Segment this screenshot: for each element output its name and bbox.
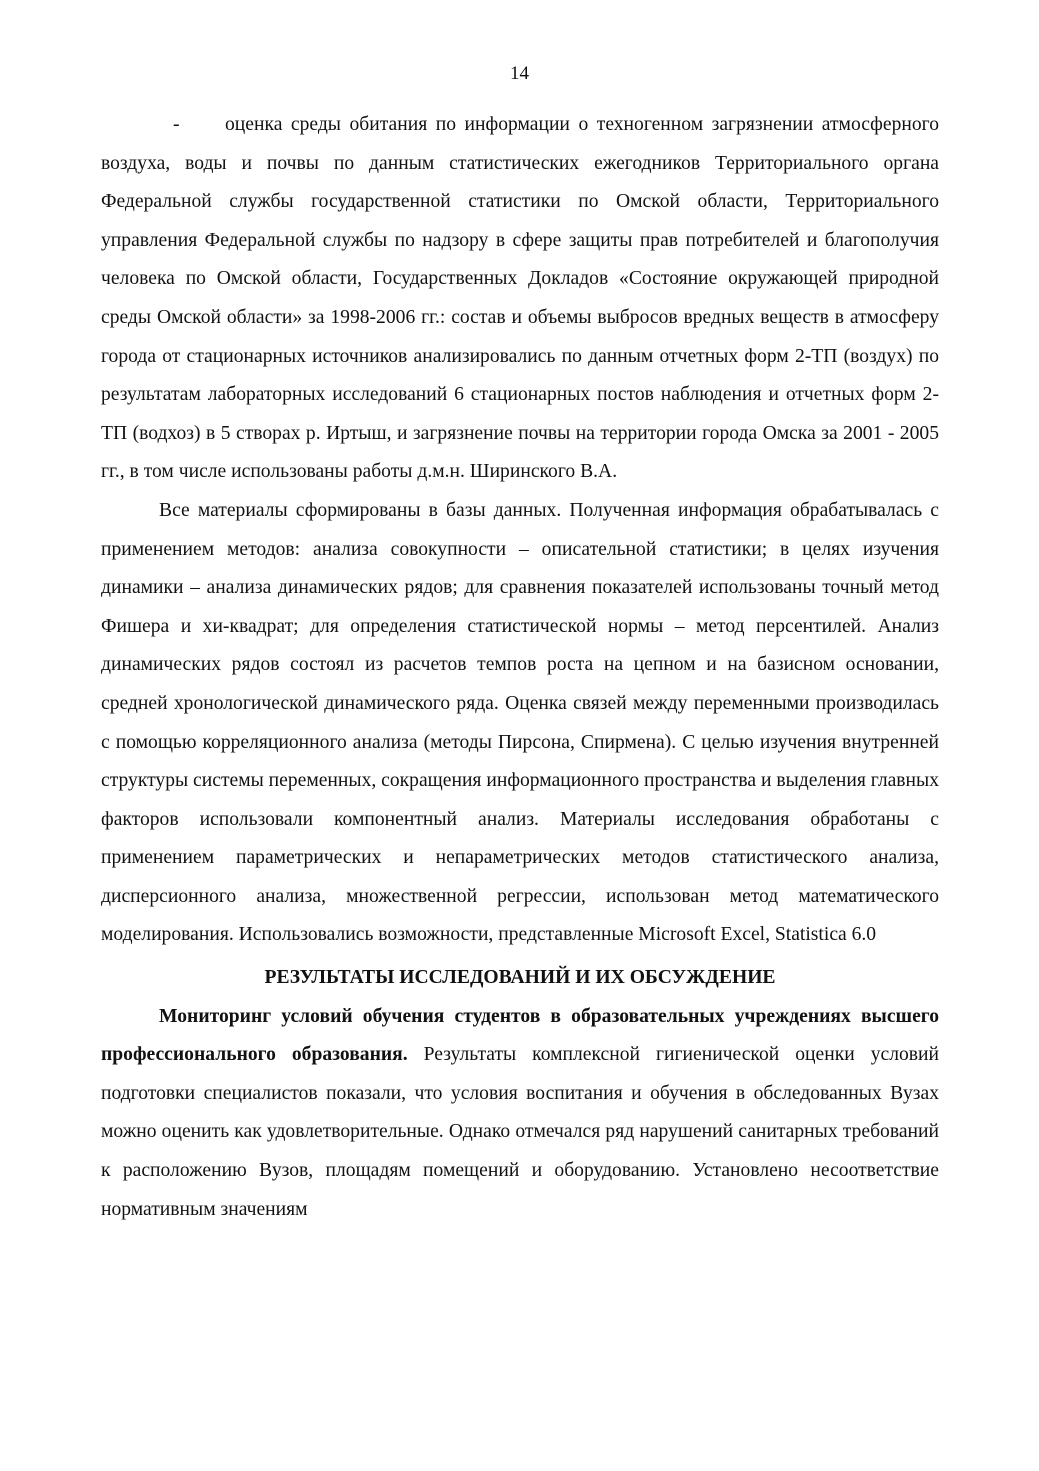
list-marker: - [173,114,180,135]
results-paragraph [101,998,939,1230]
page-number: 14 [510,63,529,84]
methods-paragraph: Все материалы сформированы в базы данных. Полученная информация обрабатывалась с применением методов: анализа совокупности – описательной статистики; в целях изучения динамики – анализа динамических рядов; для сравнения показателей использованы точный метод Фишера и хи-квадрат; для определения статистической нормы – метод персентилей. Анализ динамических рядов состоял из расчетов темпов роста на цепном и на базисном основании, средней хронологической динамического ряда. Оценка связей между переменными производилась с помощью корреляционного анализа (методы Пирсона, Спирмена). С целью изучения внутренней структуры системы переменных, сокращения информационного пространства и выделения главных факторов использовали компонентный анализ. Материалы исследования обработаны с применением параметрических и непараметрических методов статистического анализа, дисперсионного анализа, множественной регрессии, использован метод математического моделирования. Использовались возможности, представленные Microsoft Excel, Statistica 6.0 [101,499,939,946]
results-text: Результаты комплексной гигиенической оценки условий подготовки специалистов показали, что условия воспитания и обучения в обследованных Вузах можно оценить как удовлетворительные. Однако отмечался ряд нарушений санитарных требований к расположению Вузов, площадям помещений и оборудованию. Установлено несоответствие нормативным значениям [101,1044,939,1220]
results-bold-lead: Мониторинг условий обучения студентов в образовательных учреждениях высшего профессионального образования. [101,1005,939,1066]
section-heading: РЕЗУЛЬТАТЫ ИССЛЕДОВАНИЙ И ИХ ОБСУЖДЕНИЕ [264,967,776,989]
document-body [101,106,939,1229]
list-item-environment-assessment [101,106,939,492]
list-item-text: оценка среды обитания по информации о техногенном загрязнении атмосферного воздуха, воды и почвы по данным статистических ежегодников Территориального органа Федеральной службы государственной статистики по Омской области, Территориального управления Федеральной службы по надзору в сфере защиты прав потребителей и благополучия человека по Омской области, Государственных Докладов «Состояние окружающей природной среды Омской области» за 1998-2006 гг.: состав и объемы выбросов вредных веществ в атмосферу города от стационарных источников анализировались по данным отчетных форм 2-ТП (воздух) по результатам лабораторных исследований 6 стационарных постов наблюдения и отчетных форм 2-ТП (водхоз) в 5 створах р. Иртыш, и загрязнение почвы на территории города Омска за 2001 - 2005 гг., в том числе использованы работы д.м.н. Ширинского В.А. [101,114,939,483]
